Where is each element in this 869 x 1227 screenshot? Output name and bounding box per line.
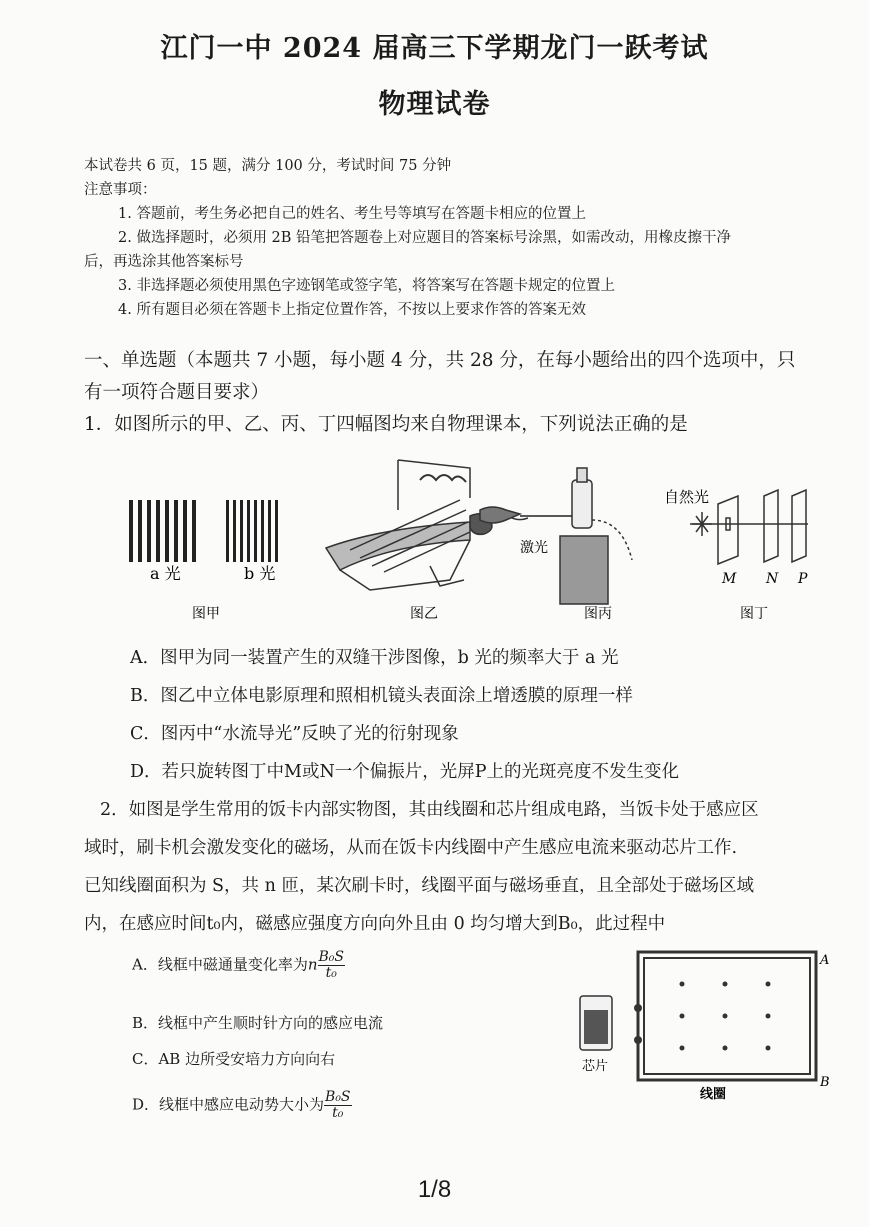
q1-option-a: A．图甲为同一装置产生的双缝干涉图像，b 光的频率大于 a 光 xyxy=(130,648,619,668)
label-natural-light: 自然光 xyxy=(664,488,710,506)
q1-option-c: C．图丙中“水流导光”反映了光的衍射现象 xyxy=(130,724,459,744)
fig-a-fringes xyxy=(129,500,278,562)
exam-subtitle: 物理试卷 xyxy=(378,89,491,120)
q1-option-d: D．若只旋转图丁中M或N一个偏振片，光屏P上的光斑亮度不发生变化 xyxy=(130,762,680,782)
exam-info: 本试卷共 6 页，15 题，满分 100 分，考试时间 75 分钟 xyxy=(84,158,452,174)
section-heading-line1: 一、单选题（本题共 7 小题，每小题 4 分，共 28 分，在每小题给出的四个选项中，只 xyxy=(84,350,796,371)
q2-option-d-den: t₀ xyxy=(332,1105,344,1121)
label-b-light: b 光 xyxy=(244,564,276,583)
field-dots xyxy=(680,982,771,1051)
notes-label: 注意事项： xyxy=(84,182,157,198)
q2-option-b: B．线框中产生顺时针方向的感应电流 xyxy=(132,1014,384,1032)
q2-stem-1: 2．如图是学生常用的饭卡内部实物图，其由线圈和芯片组成电路，当饭卡处于感应区 xyxy=(100,800,759,820)
q2-stem-3: 已知线圈面积为 S，共 n 匝，某次刷卡时，线圈平面与磁场垂直，且全部处于磁场区域 xyxy=(84,876,754,896)
q2-option-a-coef: n xyxy=(307,955,318,974)
q2-option-d-num: B₀S xyxy=(325,1089,351,1105)
note-2: 2. 做选择题时，必须用 2B 铅笔把答题卷上对应题目的答案标号涂黑，如需改动，用橡皮擦干净 xyxy=(118,230,732,246)
q2-option-a xyxy=(132,950,345,981)
q2-option-a-fraction xyxy=(318,950,346,981)
q2-option-d-fraction xyxy=(324,1090,352,1121)
label-fig-d: 图丁 xyxy=(740,606,768,622)
note-4: 4. 所有题目必须在答题卡上指定位置作答，不按以上要求作答的答案无效 xyxy=(118,302,586,318)
page-number: 1/8 xyxy=(417,1176,452,1203)
label-fig-c: 图丙 xyxy=(584,606,612,622)
coil-label-A: A xyxy=(820,953,830,968)
label-P: P xyxy=(798,571,808,587)
chip xyxy=(580,996,642,1050)
q2-stem-4: 内，在感应时间t₀内，磁感应强度方向向外且由 0 均匀增大到B₀，此过程中 xyxy=(84,914,666,934)
coil-label-B: B xyxy=(820,1075,830,1090)
exam-title: 江门一中 2024 届高三下学期龙门一跃考试 xyxy=(160,33,709,64)
note-2-cont: 后，再选涂其他答案标号 xyxy=(84,254,244,270)
q2-option-c: C．AB 边所受安培力方向向右 xyxy=(132,1050,336,1068)
fig-b-cinema xyxy=(326,460,528,590)
fig-c-waterguide xyxy=(480,468,632,604)
label-a-light: a 光 xyxy=(150,564,181,583)
chip-label: 芯片 xyxy=(582,1059,609,1074)
label-N: N xyxy=(766,571,779,587)
note-1: 1. 答题前，考生务必把自己的姓名、考生号等填写在答题卡相应的位置上 xyxy=(118,206,586,222)
coil-label: 线圈 xyxy=(700,1087,727,1102)
section-heading-line2: 有一项符合题目要求） xyxy=(84,382,270,403)
label-fig-b: 图乙 xyxy=(410,606,438,622)
q1-stem: 1．如图所示的甲、乙、丙、丁四幅图均来自物理课本，下列说法正确的是 xyxy=(84,414,688,435)
q2-option-d xyxy=(132,1090,352,1121)
label-fig-a: 图甲 xyxy=(192,606,220,622)
q1-option-b: B．图乙中立体电影原理和照相机镜头表面涂上增透膜的原理一样 xyxy=(130,686,633,706)
label-M: M xyxy=(722,571,737,587)
note-3: 3. 非选择题必须使用黑色字迹钢笔或签字笔，将答案写在答题卡规定的位置上 xyxy=(118,278,615,294)
q2-option-a-den: t₀ xyxy=(325,965,337,981)
q2-figure xyxy=(570,944,860,1104)
label-laser: 激光 xyxy=(520,540,548,556)
q1-figures xyxy=(0,440,869,630)
q2-stem-2: 域时，刷卡机会激发变化的磁场，从而在饭卡内线圈中产生感应电流来驱动芯片工作. xyxy=(84,838,738,858)
q2-option-a-num: B₀S xyxy=(318,949,345,965)
q2-option-d-text: D．线框中感应电动势大小为 xyxy=(132,1095,325,1114)
q2-option-a-text: A．线框中磁通量变化率为 xyxy=(132,955,308,974)
